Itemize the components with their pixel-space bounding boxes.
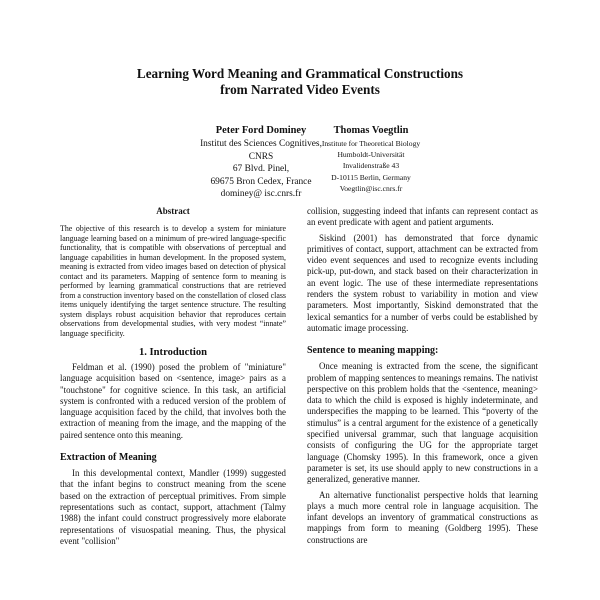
abstract-text: The objective of this research is to develop a system for miniature language learning based on a minimum of pre-wired language-specific functionality, that is compatible with observations of perceptual and language capabilities in human development. In the proposed system, meaning is extracted from video images based on detection of physical contact and its parameters. Mapping of sentence form to meaning is performed by learning grammatical constructions that are retrieved from a construction inventory based on the constellation of closed class items uniquely identifying the target sentence structure. The resulting system displays robust acquisition behavior that reproduces certain observations from developmental studies, with very modest “innate” language specificity. (60, 224, 286, 338)
siskind-paragraph: Siskind (2001) has demonstrated that force dynamic primitives of contact, support, attachment can be extracted from video event sequences and used to recognize events including pick-up, put-down, and stack based on their characterization in an event logic. The use of these intermediate representations renders the system robust to variability in motion and view parameters. Most importantly, Siskind demonstrated that the lexical semantics for a number of verbs could be established by automatic image processing. (307, 232, 538, 333)
affiliation-line: 69675 Bron Cedex, France (210, 176, 312, 187)
author-block-voegtlin (300, 124, 442, 194)
left-column (60, 205, 286, 551)
mapping-paragraph-2: An alternative functionalist perspective holds that learning plays a much more central role in language acquisition. The infant develops an inventory of grammatical constructions as mappings from form to meaning (Goldberg 1995). These constructions are (307, 489, 538, 545)
extraction-paragraph: In this developmental context, Mandler (1999) suggested that the infant begins to construct meaning from the scene based on the extraction of perceptual primitives. From simple representations such as contact, support, attachment (Talmy 1988) the infant could construct progressively more elaborate representations of visuospatial meaning. Thus, the physical event "collision" (60, 468, 286, 546)
title-line-2: from Narrated Video Events (220, 82, 380, 97)
affiliation-line: Institut des Sciences Cognitives, (200, 139, 322, 149)
affiliation-line: CNRS (248, 151, 274, 162)
affiliation-line: Humboldt-Universität (337, 150, 405, 160)
extraction-heading: Extraction of Meaning (60, 452, 157, 464)
introduction-heading: 1. Introduction (138, 347, 208, 358)
affiliation-line: Institute for Theoretical Biology (321, 139, 421, 148)
author-email: dominey@ isc.cnrs.fr (220, 189, 302, 200)
abstract-heading: Abstract (156, 206, 190, 216)
affiliation-line: D-10115 Berlin, Germany (331, 172, 411, 182)
right-column (307, 206, 538, 550)
intro-paragraph: Feldman et al. (1990) posed the problem of "miniature" language acquisition based on <sentence, image> pairs as a "touchstone" for cognitive science. In this task, an artificial system is confronted with a reduced version of the problem of language acquisition faced by the child, that involves both the extraction of meaning from the image, and the mapping of the paired sentence onto this meaning. (60, 362, 286, 440)
author-name: Thomas Voegtlin (333, 125, 409, 136)
author-email: Voegtlin@isc.cnrs.fr (339, 183, 403, 193)
affiliation-line: 67 Blvd. Pinel, (232, 164, 290, 175)
affiliation-line: Invalidenstraße 43 (342, 161, 400, 171)
continued-paragraph: collision, suggesting indeed that infants can represent contact as an event predicate with agent and patient arguments. (307, 206, 538, 228)
title-line-1: Learning Word Meaning and Grammatical Constructions (136, 66, 464, 81)
mapping-paragraph-1: Once meaning is extracted from the scene, the significant problem of mapping sentences to meanings remains. The nativist perspective on this problem holds that the <sentence, meaning> data to which the child is exposed is highly indeterminate, and underspecifies the mapping to be learned. This “poverty of the stimulus” is a central argument for the existence of a genetically specified universal grammar, such that language acquisition consists of configuring the UG for the appropriate target language (Chomsky 1995). In this framework, once a given parameter is set, its use should apply to new constructions in a generalized, generative manner. (307, 361, 538, 485)
author-name: Peter Ford Dominey (215, 125, 307, 136)
paper-title (60, 66, 540, 98)
mapping-heading: Sentence to meaning mapping: (307, 345, 439, 357)
